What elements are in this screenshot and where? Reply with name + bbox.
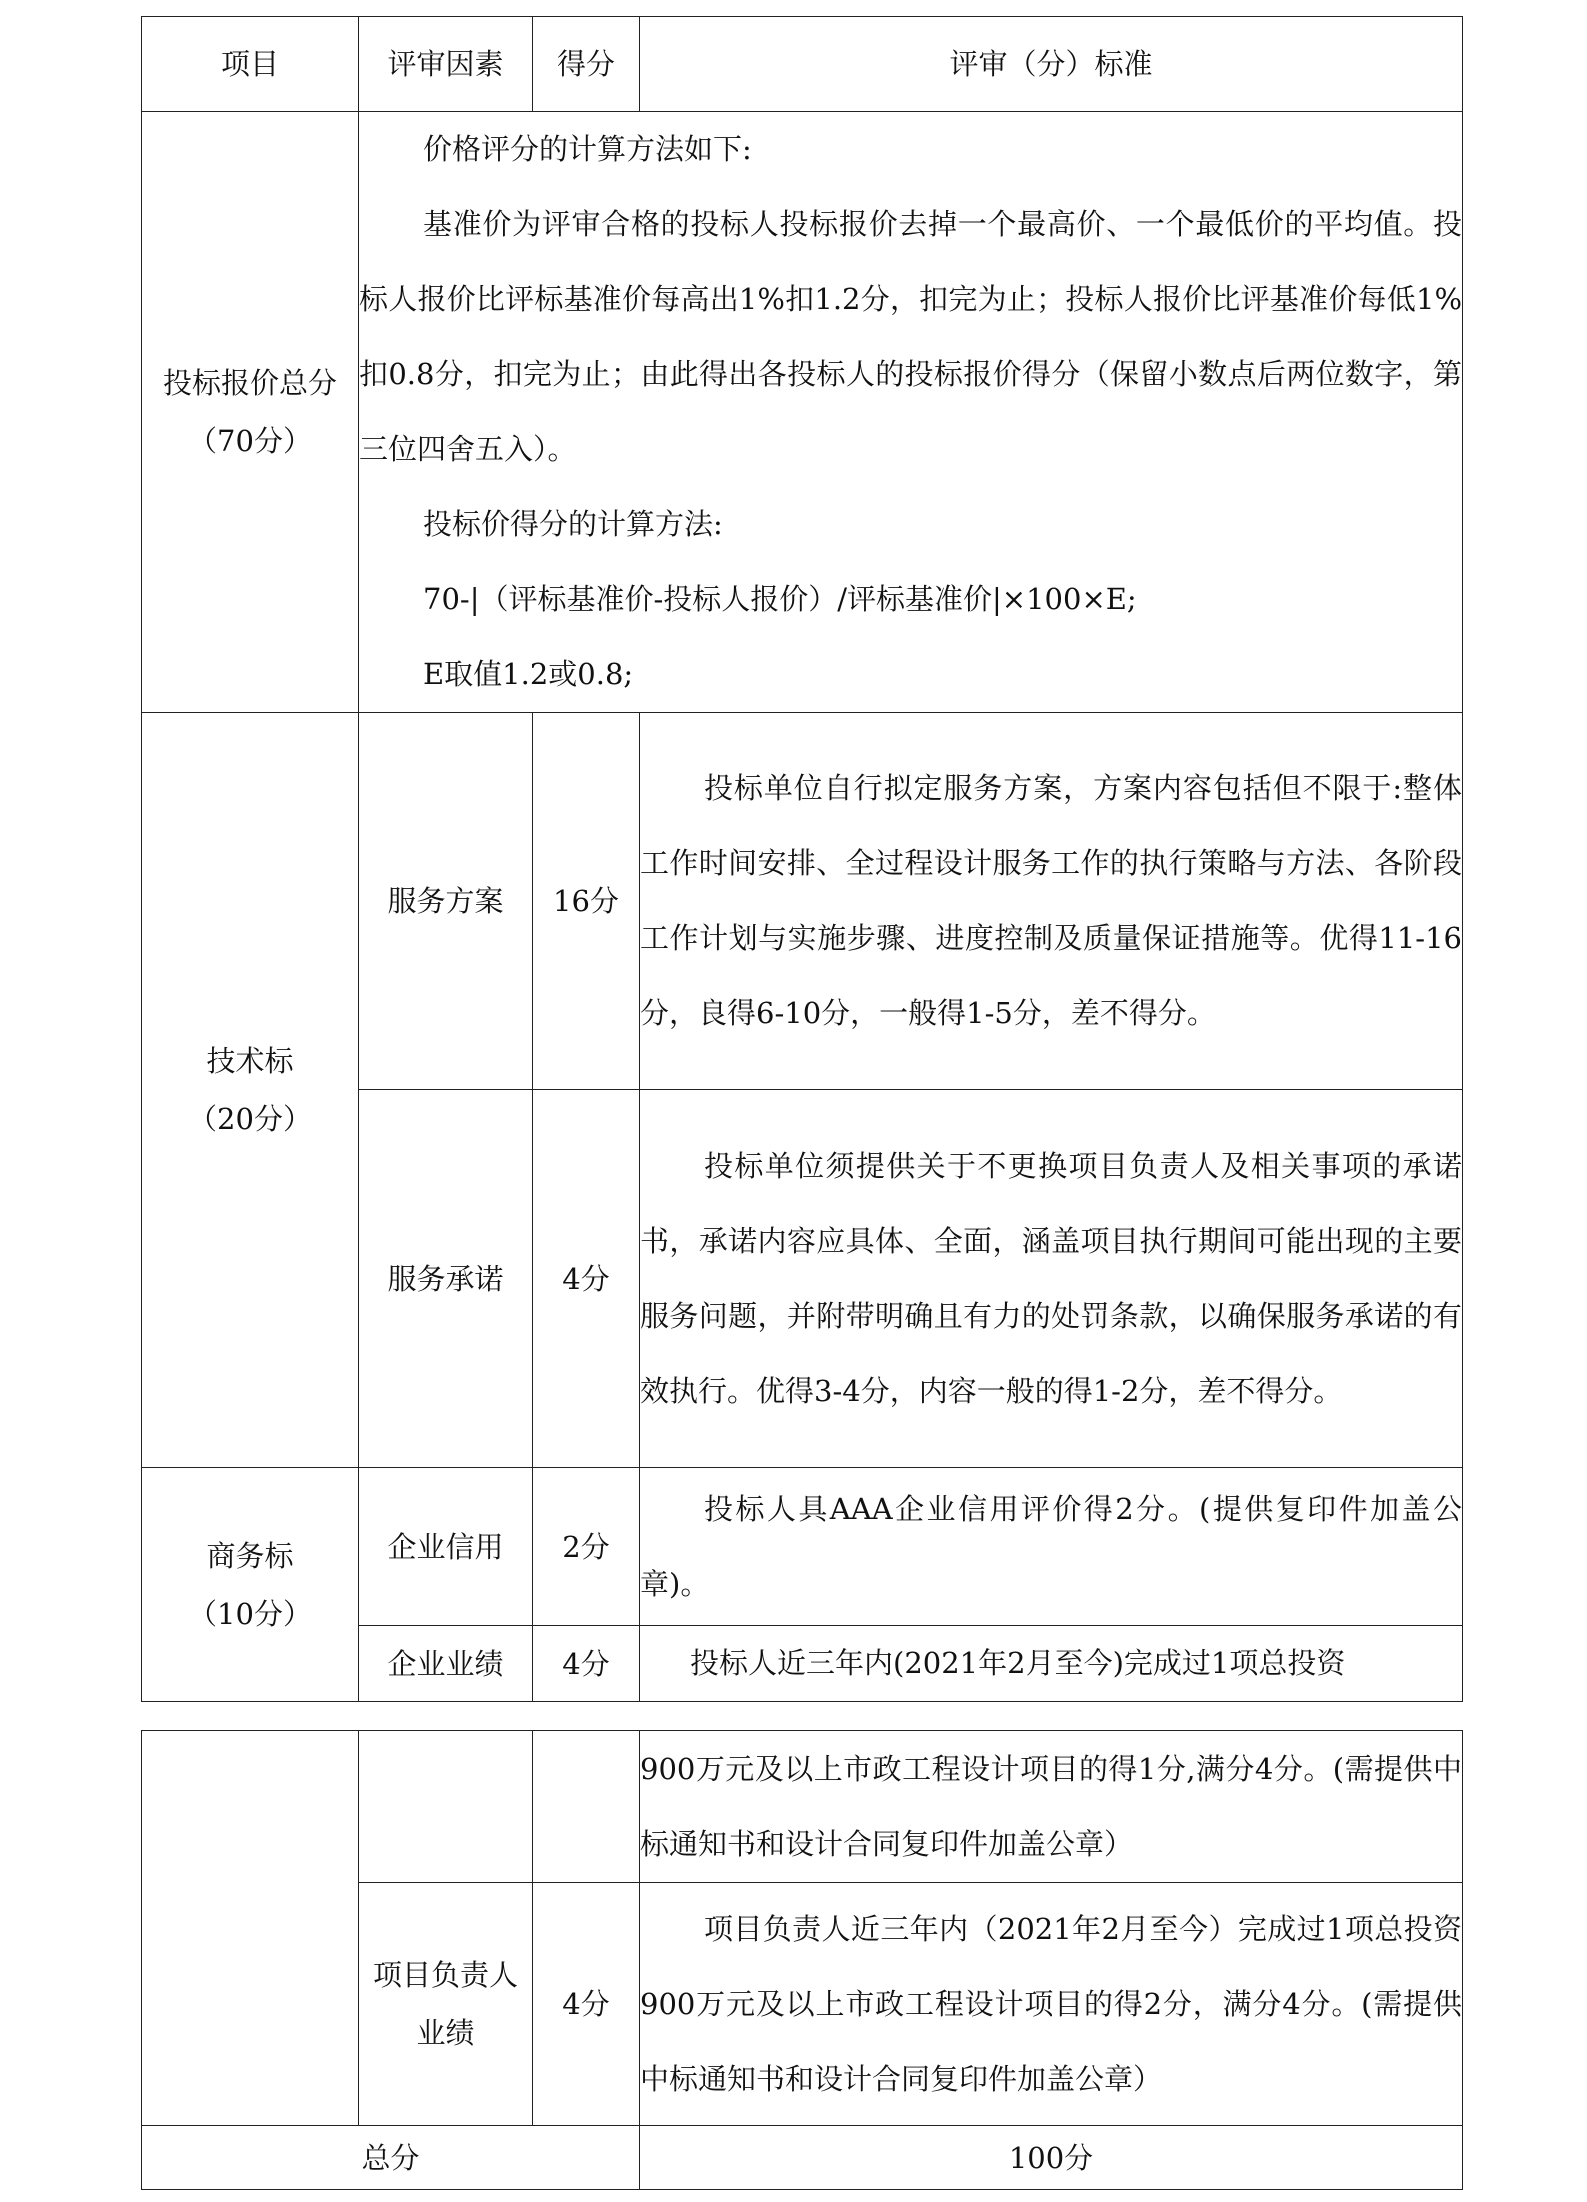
technical-points: （20分） (188, 1102, 312, 1136)
business-row-1 (142, 1468, 1463, 1626)
business-factor-2-cont (359, 1731, 533, 1883)
business-score-2: 4分 (533, 1626, 640, 1702)
technical-score-1: 16分 (533, 713, 640, 1090)
price-line-4: 70-|（评标基准价-投标人报价）/评标基准价|×100×E; (423, 582, 1137, 616)
business-text-1: 投标人具AAA企业信用评价得2分。(提供复印件加盖公章)。 (640, 1468, 1463, 1626)
price-line-5: E取值1.2或0.8; (423, 657, 634, 691)
business-text-2a: 投标人近三年内(2021年2月至今)完成过1项总投资 (640, 1626, 1463, 1702)
technical-factor-2: 服务承诺 (359, 1090, 533, 1468)
technical-text-2: 投标单位须提供关于不更换项目负责人及相关事项的承诺书，承诺内容应具体、全面，涵盖项目执行期间可能出现的主要服务问题，并附带明确且有力的处罚条款，以确保服务承诺的有效执行。优得3-4分，内容一般的得1-2分，差不得分。 (640, 1090, 1463, 1468)
technical-label-cell (142, 713, 359, 1468)
price-standard-cell (359, 112, 1463, 713)
price-row (142, 112, 1463, 713)
price-line-3: 投标价得分的计算方法: (423, 507, 723, 541)
technical-row-1 (142, 713, 1463, 1090)
price-line-1: 价格评分的计算方法如下: (423, 132, 752, 166)
business-factor-1: 企业信用 (359, 1468, 533, 1626)
business-score-3: 4分 (533, 1883, 640, 2126)
price-label: 投标报价总分 (162, 366, 337, 400)
total-row (142, 2126, 1463, 2190)
business-factor-2: 企业业绩 (359, 1626, 533, 1702)
business-score-1: 2分 (533, 1468, 640, 1626)
business-score-2-cont (533, 1731, 640, 1883)
total-label: 总分 (142, 2126, 640, 2190)
header-score: 得分 (533, 17, 640, 112)
business-label: 商务标 (206, 1538, 294, 1573)
header-row (142, 17, 1463, 112)
business-label-cell (142, 1468, 359, 1702)
business-row-2-cont (142, 1731, 1463, 1883)
scoring-table-part2 (141, 1730, 1463, 2190)
business-text-2b: 900万元及以上市政工程设计项目的得1分,满分4分。(需提供中标通知书和设计合同复印件加盖公章） (640, 1731, 1463, 1883)
technical-text-1: 投标单位自行拟定服务方案，方案内容包括但不限于:整体工作时间安排、全过程设计服务工作的执行策略与方法、各阶段工作计划与实施步骤、进度控制及质量保证措施等。优得11-16分，良得6-10分，一般得1-5分，差不得分。 (640, 713, 1463, 1090)
technical-label: 技术标 (206, 1044, 294, 1078)
scoring-table-part1 (141, 16, 1463, 1702)
header-item: 项目 (142, 17, 359, 112)
business-label-cont (142, 1731, 359, 2126)
technical-score-2: 4分 (533, 1090, 640, 1468)
business-points: （10分） (188, 1596, 312, 1631)
business-factor-3: 项目负责人业绩 (359, 1883, 533, 2126)
business-text-3: 项目负责人近三年内（2021年2月至今）完成过1项总投资900万元及以上市政工程设计项目的得2分，满分4分。(需提供中标通知书和设计合同复印件加盖公章） (640, 1883, 1463, 2126)
technical-factor-1: 服务方案 (359, 713, 533, 1090)
header-standard: 评审（分）标准 (640, 17, 1463, 112)
price-line-2: 基准价为评审合格的投标人投标报价去掉一个最高价、一个最低价的平均值。投标人报价比评标基准价每高出1%扣1.2分，扣完为止；投标人报价比评基准价每低1%扣0.8分，扣完为止；由此得出各投标人的投标报价得分（保留小数点后两位数字，第三位四舍五入）。 (359, 207, 1462, 466)
header-factor: 评审因素 (359, 17, 533, 112)
price-label-cell (142, 112, 359, 713)
price-points: （70分） (188, 424, 312, 458)
total-value: 100分 (640, 2126, 1463, 2190)
